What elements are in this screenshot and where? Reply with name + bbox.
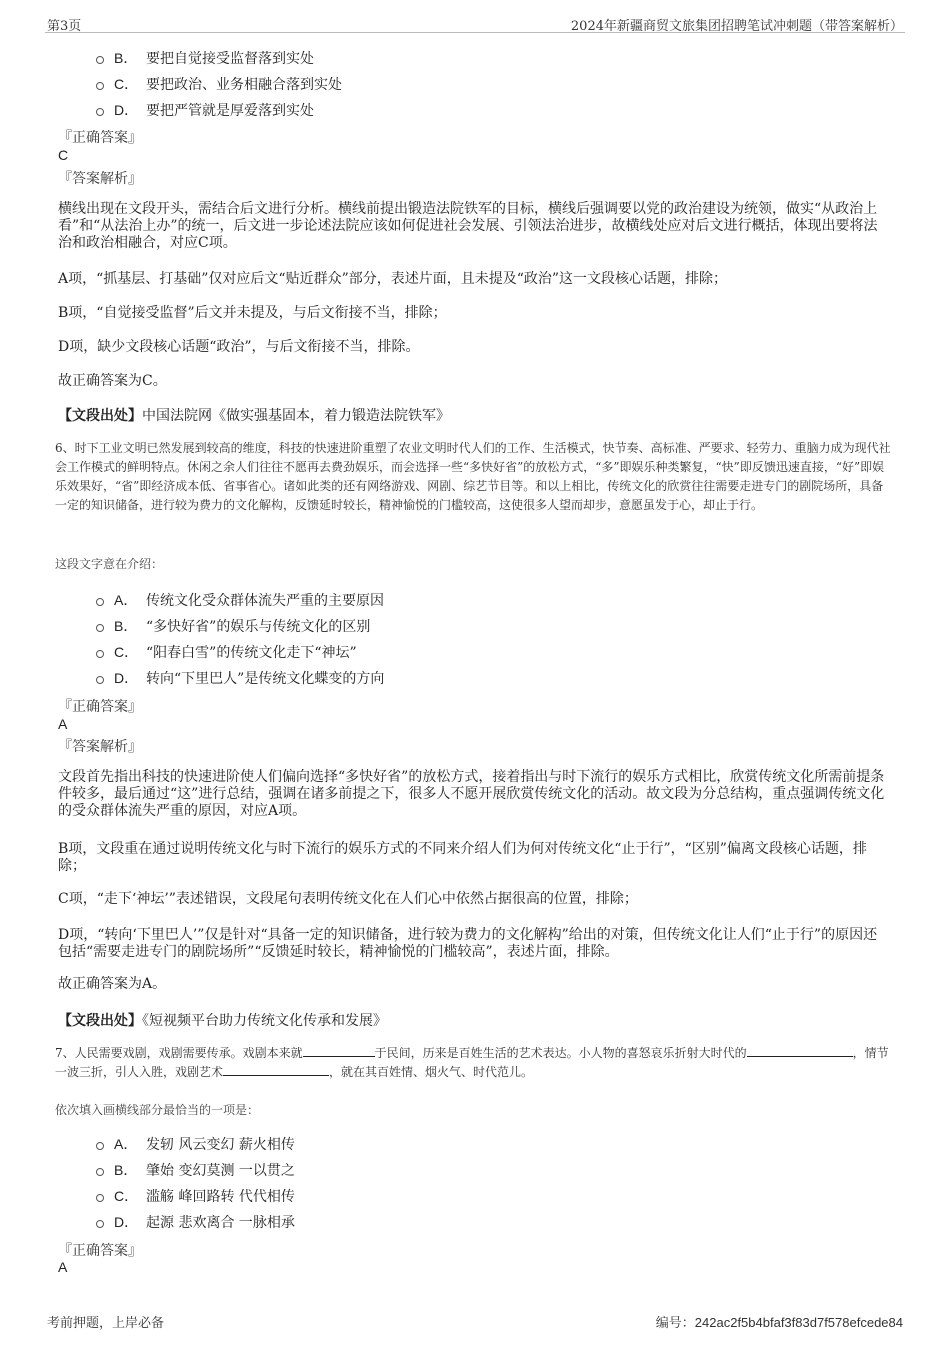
option-c[interactable]: C． 滥觞 峰回路转 代代相传 (96, 1186, 295, 1206)
correct-answer: A (58, 1259, 68, 1275)
analysis-paragraph: A项，“抓基层、打基础”仅对应后文“贴近群众”部分，表述片面，且未提及“政治”这一文段核心话题，排除； (58, 271, 728, 287)
radio-icon[interactable] (96, 650, 104, 658)
analysis-label: 『答案解析』 (58, 171, 142, 187)
analysis-paragraph: B项，文段重在通过说明传统文化与时下流行的娱乐方式的不同来介绍人们为何对传统文化“止于行”，“区别”偏离文段核心话题，排除； (58, 841, 867, 874)
option-text: 发轫 风云变幻 薪火相传 (146, 1137, 295, 1153)
analysis-paragraph: D项，缺少文段核心话题“政治”，与后文衔接不当，排除。 (58, 339, 420, 355)
option-text: 起源 悲欢离合 一脉相承 (146, 1215, 295, 1231)
option-text: 转向“下里巴人”是传统文化蝶变的方向 (146, 671, 385, 687)
page-number: 第3页 (47, 19, 82, 34)
option-text: 传统文化受众群体流失严重的主要原因 (146, 593, 384, 609)
radio-icon[interactable] (96, 108, 104, 116)
footer-slogan: 考前押题，上岸必备 (47, 1316, 165, 1331)
question-prompt: 依次填入画横线部分最恰当的一项是： (55, 1103, 260, 1117)
source-label: 【文段出处】 (58, 1013, 142, 1029)
option-a[interactable]: A． 传统文化受众群体流失严重的主要原因 (96, 590, 384, 610)
source-text: 《短视频平台助力传统文化传承和发展》 (142, 1013, 387, 1029)
radio-icon[interactable] (96, 1220, 104, 1228)
analysis-label: 『答案解析』 (58, 739, 142, 755)
option-text: 滥觞 峰回路转 代代相传 (146, 1189, 295, 1205)
option-d[interactable]: D． 转向“下里巴人”是传统文化蝶变的方向 (96, 668, 384, 688)
option-c[interactable]: C． 要把政治、业务相融合落到实处 (96, 74, 342, 94)
document-title: 2024年新疆商贸文旅集团招聘笔试冲刺题（带答案解析） (570, 19, 903, 34)
option-c[interactable]: C． “阳春白雪”的传统文化走下“神坛” (96, 642, 357, 662)
source-text: 中国法院网《做实强基固本，着力锻造法院铁军》 (142, 408, 450, 424)
option-text: 要把政治、业务相融合落到实处 (146, 77, 342, 93)
option-text: “多快好省”的娱乐与传统文化的区别 (146, 619, 371, 635)
option-d[interactable]: D． 要把严管就是厚爱落到实处 (96, 100, 314, 120)
radio-icon[interactable] (96, 624, 104, 632)
option-d[interactable]: D． 起源 悲欢离合 一脉相承 (96, 1212, 295, 1232)
analysis-paragraph: 横线出现在文段开头，需结合后文进行分析。横线前提出锻造法院铁军的目标，横线后强调要以党的政治建设为统领，做实“从政治上看”和“从法治上办”的统一，后文进一步论述法院应该如何促进社会发展、引领法治进步，故横线处应对后文进行概括，体现出要将法治和政治相融合，对应C项。 (58, 201, 878, 251)
option-text: 要把严管就是厚爱落到实处 (146, 103, 314, 119)
source-line (58, 1010, 387, 1030)
document-code: 编号：242ac2f5b4bfaf3f83d7f578efcede84 (655, 1315, 903, 1331)
fill-blank (223, 1064, 329, 1076)
fill-blank (747, 1045, 819, 1057)
radio-icon[interactable] (96, 1168, 104, 1176)
answer-label: 『正确答案』 (58, 130, 142, 146)
radio-icon[interactable] (96, 676, 104, 684)
question-prompt: 这段文字意在介绍： (55, 557, 164, 571)
analysis-conclusion: 故正确答案为A。 (58, 976, 167, 992)
option-text: 肇始 变幻莫测 一以贯之 (146, 1163, 295, 1179)
analysis-conclusion: 故正确答案为C。 (58, 373, 167, 389)
answer-label: 『正确答案』 (58, 699, 142, 715)
analysis-paragraph: B项，“自觉接受监督”后文并未提及，与后文衔接不当，排除； (58, 305, 447, 321)
fill-blank (303, 1045, 375, 1057)
radio-icon[interactable] (96, 1194, 104, 1202)
option-b[interactable]: B． “多快好省”的娱乐与传统文化的区别 (96, 616, 370, 636)
question-text: 6、时下工业文明已然发展到较高的维度，科技的快速进阶重塑了农业文明时代人们的工作、生活模式，快节奏、高标准、严要求、轻劳力、重脑力成为现代社会工作模式的鲜明特点。休闲之余人们往往不愿再去费劲娱乐，而会选择一些“多快好省”的放松方式，“多”即娱乐种类繁复，“快”即反馈迅速直接，“好”即娱乐效果好，“省”即经济成本低、省事省心。诸如此类的还有网络游戏、网剧、综艺节目等。和以上相比，传统文化的欣赏往往需要走进专门的剧院场所，具备一定的知识储备，进行较为费力的文化解构，反馈延时较长，精神愉悦的门槛较高，这使很多人望而却步，意愿虽发于心，却止于行。 (55, 441, 891, 512)
page-header (45, 10, 905, 33)
correct-answer: A (58, 716, 68, 732)
option-a[interactable]: A． 发轫 风云变幻 薪火相传 (96, 1134, 295, 1154)
radio-icon[interactable] (96, 1142, 104, 1150)
option-text: “阳春白雪”的传统文化走下“神坛” (146, 645, 357, 661)
question-text: 7、人民需要戏剧，戏剧需要传承。戏剧本来就 于民间，历来是百姓生活的艺术表达。小人物的喜怒哀乐折射大时代的 ，情节一波三折，引人入胜，戏剧艺术 ，就在其百姓情、烟火气、时代范儿。 (55, 1046, 889, 1079)
option-b[interactable]: B． 要把自觉接受监督落到实处 (96, 48, 314, 68)
option-b[interactable]: B． 肇始 变幻莫测 一以贯之 (96, 1160, 295, 1180)
source-line (58, 405, 450, 425)
source-label: 【文段出处】 (58, 408, 142, 424)
radio-icon[interactable] (96, 56, 104, 64)
radio-icon[interactable] (96, 82, 104, 90)
analysis-paragraph: C项，“走下‘神坛’”表述错误，文段尾句表明传统文化在人们心中依然占据很高的位置，排除； (58, 891, 638, 907)
answer-label: 『正确答案』 (58, 1243, 142, 1259)
analysis-paragraph: D项，“转向‘下里巴人’”仅是针对“具备一定的知识储备，进行较为费力的文化解构”给出的对策，但传统文化让人们“止于行”的原因还包括“需要走进专门的剧院场所”“反馈延时较长，精神愉悦的门槛较高”，表述片面，排除。 (58, 927, 878, 960)
radio-icon[interactable] (96, 598, 104, 606)
analysis-paragraph: 文段首先指出科技的快速进阶使人们偏向选择“多快好省”的放松方式，接着指出与时下流行的娱乐方式相比，欣赏传统文化所需前提条件较多，最后通过“这”进行总结，强调在诸多前提之下，很多人不愿开展欣赏传统文化的活动。故文段为分总结构，重点强调传统文化的受众群体流失严重的原因，对应A项。 (58, 769, 885, 819)
option-text: 要把自觉接受监督落到实处 (146, 51, 314, 67)
fill-blank (819, 1045, 853, 1057)
correct-answer: C (58, 147, 69, 163)
